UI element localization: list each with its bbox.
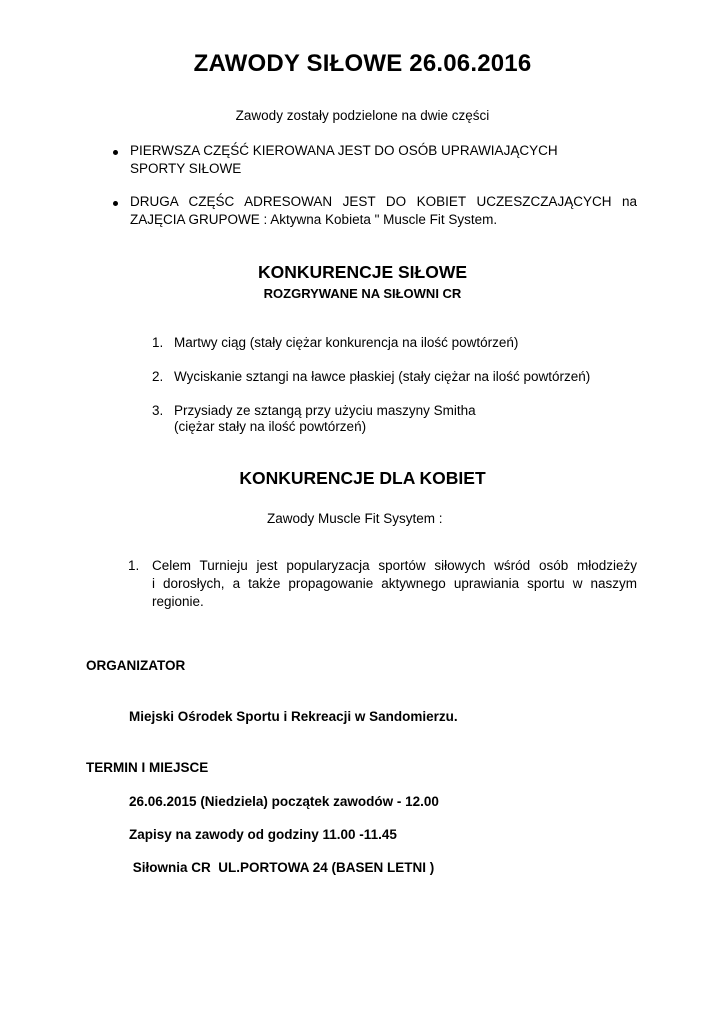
- organizer-name: Miejski Ośrodek Sportu i Rekreacji w Sandomierzu.: [129, 709, 458, 724]
- section-subtitle-women: Zawody Muscle Fit Sysytem :: [267, 511, 443, 526]
- schedule-label: TERMIN I MIEJSCE: [86, 760, 209, 775]
- list-item-text-line-1: Celem Turnieju jest popularyzacja sportów siłowych wśród osób młodzieży: [152, 558, 637, 573]
- list-item-text-line-2: i dorosłych, a także propagowanie aktywnego uprawiania sportu w naszym: [152, 576, 637, 591]
- bullet-1-line-1: PIERWSZA CZĘŚĆ KIEROWANA JEST DO OSÓB UPRAWIAJĄCYCH: [130, 143, 558, 158]
- list-item-text: Wyciskanie sztangi na ławce płaskiej (stały ciężar na ilość powtórzeń): [174, 369, 591, 384]
- organizer-label: ORGANIZATOR: [86, 658, 186, 673]
- section-subheading-strength: ROZGRYWANE NA SIŁOWNI CR: [263, 286, 462, 301]
- schedule-registration: Zapisy na zawody od godziny 11.00 -11.45: [129, 827, 397, 842]
- list-item-number: 3.: [152, 403, 164, 418]
- section-heading-strength: KONKURENCJE SIŁOWE: [257, 262, 468, 282]
- bullet-2-line-1: DRUGA CZĘŚC ADRESOWAN JEST DO KOBIET UCZESZCZAJĄCYCH na: [130, 194, 637, 209]
- section-heading-women: KONKURENCJE DLA KOBIET: [239, 468, 486, 488]
- bullet-dot: [113, 150, 118, 155]
- bullet-2-line-2: ZAJĘCIA GRUPOWE : Aktywna Kobieta " Muscle Fit System.: [130, 212, 498, 227]
- list-item-text: Przysiady ze sztangą przy użyciu maszyny Smitha: [174, 403, 476, 418]
- intro-text: Zawody zostały podzielone na dwie części: [235, 108, 490, 123]
- list-item-number: 1.: [152, 335, 164, 350]
- schedule-place: Siłownia CR UL.PORTOWA 24 (BASEN LETNI ): [129, 860, 435, 875]
- list-item-number: 1.: [128, 558, 140, 573]
- list-item-text-line-3: regionie.: [152, 594, 204, 609]
- bullet-1-line-2: SPORTY SIŁOWE: [130, 161, 242, 176]
- list-item-text-continued: (ciężar stały na ilość powtórzeń): [174, 419, 367, 434]
- list-item-number: 2.: [152, 369, 164, 384]
- page-title: ZAWODY SIŁOWE 26.06.2016: [193, 50, 532, 77]
- bullet-dot: [113, 201, 118, 206]
- list-item-text: Martwy ciąg (stały ciężar konkurencja na ilość powtórzeń): [174, 335, 519, 350]
- schedule-date: 26.06.2015 (Niedziela) początek zawodów - 12.00: [129, 794, 439, 809]
